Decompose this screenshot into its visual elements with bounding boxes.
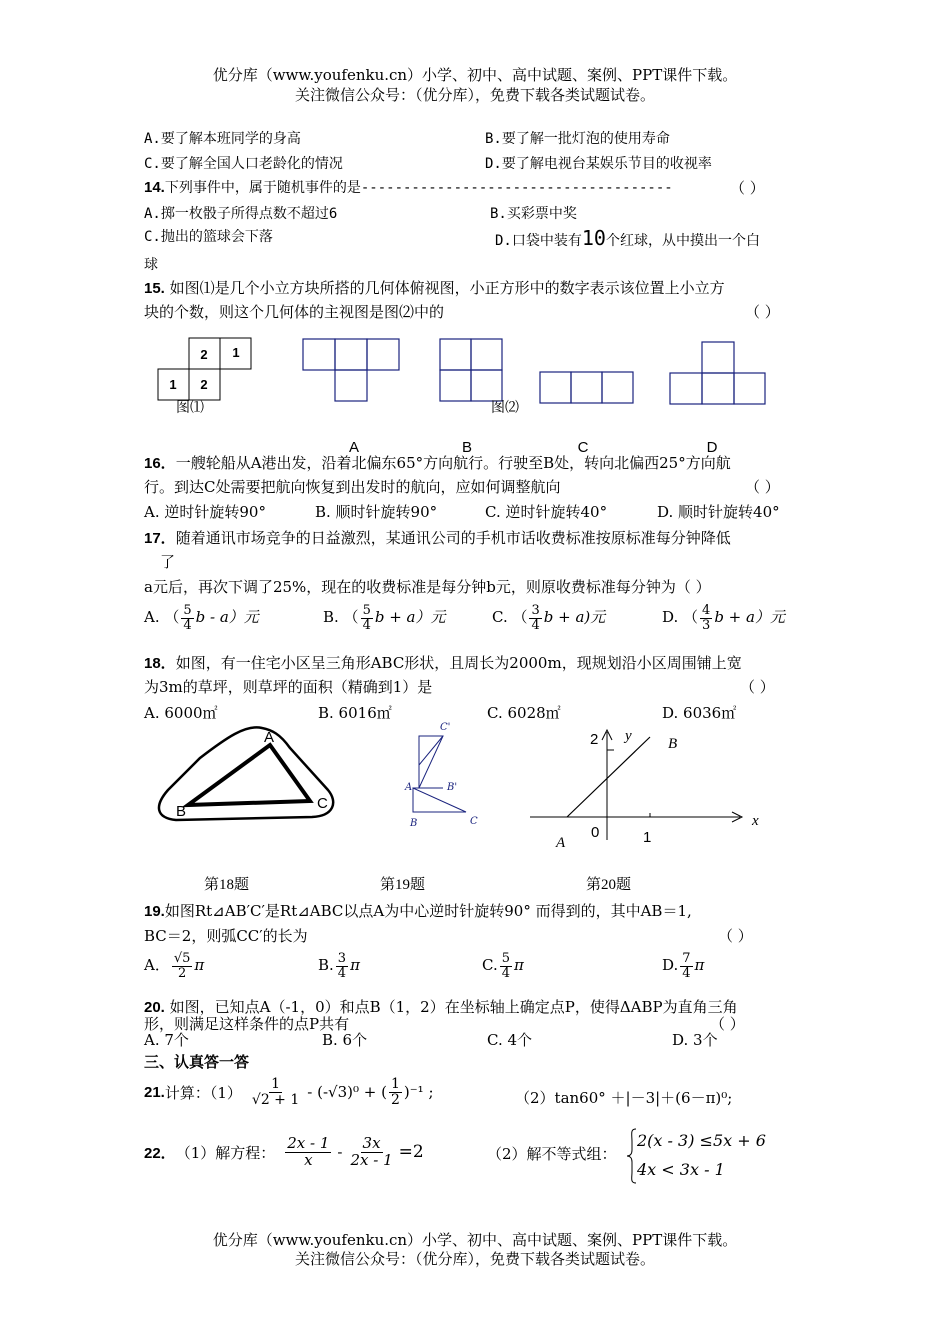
q20-option-a: A. 7个 bbox=[144, 1031, 189, 1049]
q15-answer-paren: （ ） bbox=[745, 303, 780, 321]
q13-option-d: D.要了解电视台某娱乐节目的收视率 bbox=[485, 156, 712, 172]
fig20-label-x: x bbox=[752, 813, 759, 829]
q21-f1-num: 1 bbox=[271, 1076, 281, 1092]
q14-option-d-pre: D.口袋中装有 bbox=[495, 233, 582, 249]
q20-option-c: C. 4个 bbox=[487, 1031, 533, 1049]
q19-b-den: 4 bbox=[337, 965, 347, 981]
q19-d-pi: π bbox=[694, 956, 705, 975]
q18-option-b: B. 6016㎡ bbox=[318, 704, 392, 722]
q16-number: 16． bbox=[144, 455, 176, 472]
q17-d-pre: D. （ bbox=[662, 608, 699, 627]
fig19-triangles bbox=[413, 736, 466, 812]
fig19-label-c1: C' bbox=[440, 722, 451, 733]
q21-stem: 计算：（1） bbox=[164, 1083, 242, 1102]
fig20-label-y2: 2 bbox=[590, 731, 599, 748]
fig20-label-zero: 0 bbox=[591, 824, 600, 841]
q19-c-fraction bbox=[500, 952, 512, 980]
q17-c-num: 3 bbox=[531, 603, 540, 618]
q20-number: 20. bbox=[144, 999, 165, 1016]
fig20-label-y: y bbox=[625, 728, 632, 744]
q22-equals: =2 bbox=[398, 1142, 424, 1163]
q14-number: 14. bbox=[144, 179, 165, 196]
q16-answer-paren: （ ） bbox=[745, 478, 780, 496]
q19-option-c bbox=[482, 952, 524, 980]
q22-inequality-2: 4x < 3x - 1 bbox=[637, 1160, 725, 1179]
q21-f2-num: 1 bbox=[390, 1076, 400, 1092]
q14-option-b: B.买彩票中奖 bbox=[490, 206, 577, 222]
q13-option-a: A.要了解本班同学的身高 bbox=[144, 131, 301, 147]
q17-b-num: 5 bbox=[362, 603, 371, 618]
footer-line-1: 优分库（www.youfenku.cn）小学、初中、高中试题、案例、PPT课件下载。 bbox=[212, 1231, 738, 1249]
q15-stem-1: 如图⑴是几个小立方块所搭的几何体俯视图，小正方形中的数字表示该位置上小立方 bbox=[164, 279, 725, 297]
q18-option-a: A. 6000㎡ bbox=[144, 704, 218, 722]
q20-stem-line-2: 形，则满足这样条件的点P共有 bbox=[144, 1015, 350, 1033]
q19-d-num: 7 bbox=[682, 951, 691, 966]
q17-c-post: b + a)元 bbox=[543, 608, 606, 627]
q18-option-c: C. 6028㎡ bbox=[487, 704, 561, 722]
q22-f2-den: 2x - 1 bbox=[350, 1150, 393, 1169]
q17-b-post: b + a）元 bbox=[374, 608, 446, 627]
fig20-label-one: 1 bbox=[643, 829, 652, 846]
header-line-2: 关注微信公众号：（优分库），免费下载各类试题试卷。 bbox=[294, 86, 655, 104]
q18-stem-line-2: 为3m的草坪，则草坪的面积（精确到1）是 bbox=[144, 678, 433, 696]
q22-fraction-2 bbox=[348, 1136, 394, 1169]
q19-b-fraction bbox=[336, 952, 348, 980]
q22-number: 22． bbox=[144, 1144, 176, 1162]
q14-answer-paren: （ ） bbox=[730, 179, 765, 197]
q19-b-num: 3 bbox=[337, 951, 347, 966]
q19-stem-1: 如图Rt⊿AB′C′是Rt⊿ABC以点A为中心逆时针旋转90° 而得到的，其中AB＝1, bbox=[164, 902, 692, 920]
q17-a-den: 4 bbox=[183, 617, 192, 633]
q16-option-c: C. 逆时针旋转40° bbox=[485, 503, 608, 521]
q15-label-b: B bbox=[461, 439, 473, 456]
q15-label-c: C bbox=[577, 439, 589, 456]
q19-a-fraction bbox=[172, 952, 193, 980]
fig19-label-b: B bbox=[410, 818, 418, 829]
q19-a-num: √5 bbox=[173, 951, 191, 966]
q21-end: )⁻¹ ; bbox=[403, 1083, 434, 1102]
grid-cell-1: 2 bbox=[200, 347, 208, 362]
q19-c-num: 5 bbox=[501, 951, 510, 966]
fig1-label: 图⑴ bbox=[176, 401, 204, 416]
q20-option-d: D. 3个 bbox=[672, 1031, 718, 1049]
q22-f2-num: 3x bbox=[362, 1134, 381, 1152]
q20-option-b: B. 6个 bbox=[322, 1031, 368, 1049]
q21-fraction-1 bbox=[250, 1077, 301, 1107]
q17-a-pre: A. （ bbox=[144, 608, 180, 627]
q17-stem-1: 随着通讯市场竞争的日益激烈，某通讯公司的手机市话收费标准按原标准每分钟降低 bbox=[175, 529, 731, 547]
q19-d-fraction bbox=[680, 952, 692, 980]
q15-label-a: A bbox=[348, 439, 360, 456]
q14-option-d-number: 10 bbox=[581, 226, 606, 250]
grid-cell-3: 1 bbox=[169, 377, 177, 392]
q16-stem-1: 一艘轮船从A港出发，沿着北偏东65°方向航行。行驶至B处，转向北偏西25°方向航 bbox=[175, 454, 731, 472]
q17-c-pre: C. （ bbox=[492, 608, 528, 627]
fig20-axes bbox=[530, 730, 742, 840]
q20-stem-1: 如图，已知点A（-1，0）和点B（1，2）在坐标轴上确定点P，使得ΔABP为直角三角 bbox=[164, 998, 738, 1016]
fig19-caption: 第19题 bbox=[380, 877, 426, 893]
q19-stem-line-2: BC＝2，则弧CC′的长为 bbox=[144, 927, 308, 945]
q17-stem-line-1b: 了 bbox=[160, 553, 176, 571]
q17-b-pre: B. （ bbox=[323, 608, 359, 627]
q18-stem-1: 如图，有一住宅小区呈三角形ABC形状，且周长为2000m，现规划沿小区周围铺上宽 bbox=[175, 654, 742, 672]
q22-fraction-1 bbox=[285, 1136, 331, 1169]
q16-option-d: D. 顺时针旋转40° bbox=[657, 503, 780, 521]
q21-number: 21. bbox=[144, 1083, 165, 1101]
grid-cell-2: 1 bbox=[232, 345, 240, 360]
q22-f1-den: x bbox=[304, 1150, 313, 1169]
q19-b-pre: B. bbox=[318, 956, 334, 975]
q18-number: 18． bbox=[144, 655, 176, 672]
q20-answer-paren: （ ） bbox=[710, 1015, 745, 1033]
fig19-label-b1: B' bbox=[447, 782, 458, 793]
q16-option-b: B. 顺时针旋转90° bbox=[315, 503, 438, 521]
q14-stem: 下列事件中，属于随机事件的是------------------------------------- bbox=[164, 180, 673, 196]
fig20-label-b: B bbox=[668, 736, 678, 752]
q17-d-num: 4 bbox=[702, 603, 711, 618]
q22-inequality-1: 2(x - 3) ≤5x + 6 bbox=[637, 1131, 766, 1150]
q19-number: 19. bbox=[144, 903, 165, 920]
q19-answer-paren: （ ） bbox=[718, 927, 753, 945]
q19-c-den: 4 bbox=[501, 965, 510, 981]
q22-minus: - bbox=[337, 1143, 343, 1162]
q16-stem-line-2: 行。到达C处需要把航向恢复到出发时的航向，应如何调整航向 bbox=[144, 478, 561, 496]
q14-option-d-continued: 球 bbox=[144, 257, 158, 273]
q14-option-a: A.掷一枚骰子所得点数不超过6 bbox=[144, 206, 338, 222]
footer-line-2: 关注微信公众号：（优分库），免费下载各类试题试卷。 bbox=[294, 1250, 655, 1268]
q19-stem-line-1 bbox=[144, 900, 692, 921]
fig20-caption: 第20题 bbox=[586, 877, 632, 893]
section-3-heading: 三、认真答一答 bbox=[144, 1053, 250, 1071]
fig19-label-a: A bbox=[405, 782, 413, 793]
q21-f2-den: 2 bbox=[390, 1091, 400, 1108]
q19-a-pre: A． bbox=[144, 956, 170, 975]
q17-a-post: b - a）元 bbox=[195, 608, 259, 627]
q19-option-a bbox=[144, 952, 204, 980]
q22-line bbox=[144, 1136, 424, 1169]
q19-option-d bbox=[662, 952, 704, 980]
q17-b-den: 4 bbox=[362, 617, 371, 633]
q19-option-b bbox=[318, 952, 360, 980]
fig20-label-a: A bbox=[556, 835, 566, 851]
q19-c-pi: π bbox=[514, 956, 524, 975]
q17-stem-line-2: a元后，再次下调了25%，现在的收费标准是每分钟b元，则原收费标准每分钟为（ ） bbox=[144, 578, 711, 596]
q22-stem: （1）解方程： bbox=[175, 1143, 276, 1162]
q21-fraction-2 bbox=[389, 1077, 402, 1107]
q15-stem-line-2: 块的个数，则这个几何体的主视图是图⑵中的 bbox=[144, 303, 445, 321]
q14-option-d-post: 个红球，从中摸出一个白 bbox=[605, 233, 760, 249]
fig18-label-a: A bbox=[264, 729, 275, 746]
q18-option-d: D. 6036㎡ bbox=[662, 704, 737, 722]
q17-a-num: 5 bbox=[183, 603, 192, 618]
q17-c-den: 4 bbox=[531, 617, 540, 633]
q22-f1-num: 2x - 1 bbox=[287, 1134, 330, 1152]
q22-part-2: （2）解不等式组： bbox=[487, 1145, 617, 1163]
q17-number: 17． bbox=[144, 530, 176, 547]
q16-option-a: A. 逆时针旋转90° bbox=[144, 503, 266, 521]
q21-middle: - (-√3)⁰ + ( bbox=[307, 1083, 387, 1102]
q13-option-b: B.要了解一批灯泡的使用寿命 bbox=[485, 131, 670, 147]
fig18-label-b: B bbox=[176, 803, 187, 820]
fig18-label-c: C bbox=[317, 795, 328, 812]
q19-c-pre: C. bbox=[482, 956, 498, 975]
q19-d-den: 4 bbox=[682, 965, 691, 981]
q15-label-d: D bbox=[706, 439, 718, 456]
header-line-1: 优分库（www.youfenku.cn）小学、初中、高中试题、案例、PPT课件下载。 bbox=[212, 66, 738, 84]
q17-d-post: b + a）元 bbox=[714, 608, 785, 627]
q21-part-2: （2）tan60° ＋|－3|＋(6－π)⁰; bbox=[515, 1089, 733, 1107]
fig18-caption: 第18题 bbox=[204, 877, 250, 893]
q21-line bbox=[144, 1077, 434, 1107]
fig19-label-c: C bbox=[470, 816, 478, 827]
q19-b-pi: π bbox=[350, 956, 360, 975]
q19-a-pi: π bbox=[194, 956, 205, 975]
q14-option-c: C.抛出的篮球会下落 bbox=[144, 229, 273, 245]
fig2-label: 图⑵ bbox=[491, 401, 519, 416]
q19-d-pre: D. bbox=[662, 956, 679, 975]
q21-f1-den: √2 + 1 bbox=[251, 1091, 300, 1108]
q18-answer-paren: （ ） bbox=[740, 678, 775, 696]
q17-d-den: 3 bbox=[702, 617, 711, 633]
q19-a-den: 2 bbox=[177, 965, 187, 981]
q13-option-c: C.要了解全国人口老龄化的情况 bbox=[144, 156, 343, 172]
q15-number: 15. bbox=[144, 280, 165, 297]
grid-cell-4: 2 bbox=[200, 377, 208, 392]
